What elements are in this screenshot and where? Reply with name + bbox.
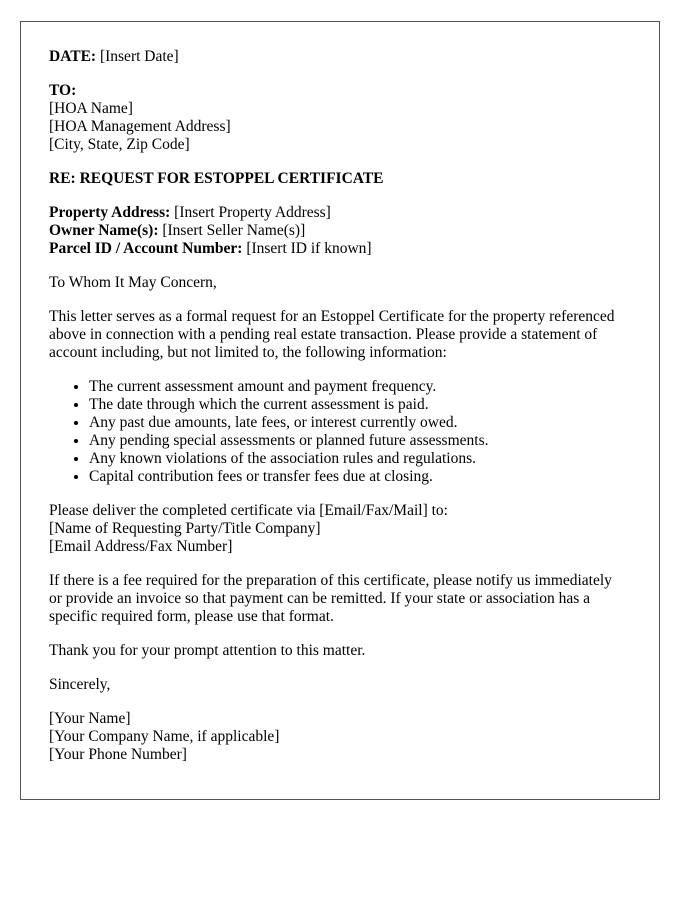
parcel-id-line xyxy=(49,240,631,258)
delivery-line: [Email Address/Fax Number] xyxy=(49,538,233,555)
hoa-name: [HOA Name] xyxy=(49,100,133,117)
list-item: • Any known violations of the association rules and regulations. xyxy=(89,450,631,468)
delivery-line: Please deliver the completed certificate via [Email/Fax/Mail] to: xyxy=(49,502,448,519)
property-address-line xyxy=(49,204,631,222)
date-label: DATE: xyxy=(49,48,97,65)
property-address-value: [Insert Property Address] xyxy=(174,204,331,221)
delivery-line: [Name of Requesting Party/Title Company] xyxy=(49,520,321,537)
intro-line: above in connection with a pending real estate transaction. Please provide a statement of xyxy=(49,326,598,343)
property-details xyxy=(49,204,631,258)
list-item: • The current assessment amount and payment frequency. xyxy=(89,378,631,396)
requested-info-list xyxy=(49,378,631,486)
letter-document xyxy=(20,21,660,800)
property-address-label: Property Address: xyxy=(49,204,171,221)
list-item: • Capital contribution fees or transfer fees due at closing. xyxy=(89,468,631,486)
fee-line: or provide an invoice so that payment can be remitted. If your state or association has a xyxy=(49,590,591,607)
owner-name-line xyxy=(49,222,631,240)
to-label: TO: xyxy=(49,82,77,99)
hoa-city-state-zip: [City, State, Zip Code] xyxy=(49,136,190,153)
subject-heading: RE: REQUEST FOR ESTOPPEL CERTIFICATE xyxy=(49,170,384,187)
list-item: • Any past due amounts, late fees, or interest currently owed. xyxy=(89,414,631,432)
intro-line: This letter serves as a formal request for an Estoppel Certificate for the property referenced xyxy=(49,308,615,325)
signature-company: [Your Company Name, if applicable] xyxy=(49,728,280,745)
delivery-paragraph xyxy=(49,502,631,556)
intro-paragraph xyxy=(49,308,631,362)
owner-name-label: Owner Name(s): xyxy=(49,222,159,239)
closing-block xyxy=(49,676,631,694)
intro-line: account including, but not limited to, the following information: xyxy=(49,344,447,361)
list-item: • The date through which the current assessment is paid. xyxy=(89,396,631,414)
date-value: [Insert Date] xyxy=(99,48,179,65)
salutation-text: To Whom It May Concern, xyxy=(49,274,217,291)
thanks-paragraph xyxy=(49,642,631,660)
signature-name: [Your Name] xyxy=(49,710,131,727)
date-line xyxy=(49,48,631,66)
list-item: • Any pending special assessments or planned future assessments. xyxy=(89,432,631,450)
closing-text: Sincerely, xyxy=(49,676,111,693)
signature-block xyxy=(49,710,631,764)
fee-line: If there is a fee required for the preparation of this certificate, please notify us immediately xyxy=(49,572,612,589)
signature-phone: [Your Phone Number] xyxy=(49,746,187,763)
parcel-id-label: Parcel ID / Account Number: xyxy=(49,240,243,257)
subject-block xyxy=(49,170,631,188)
thanks-text: Thank you for your prompt attention to this matter. xyxy=(49,642,366,659)
owner-name-value: [Insert Seller Name(s)] xyxy=(162,222,306,239)
fee-line: specific required form, please use that format. xyxy=(49,608,334,625)
fee-paragraph xyxy=(49,572,631,626)
hoa-management-address: [HOA Management Address] xyxy=(49,118,231,135)
salutation xyxy=(49,274,631,292)
recipient-block xyxy=(49,82,631,154)
parcel-id-value: [Insert ID if known] xyxy=(246,240,372,257)
